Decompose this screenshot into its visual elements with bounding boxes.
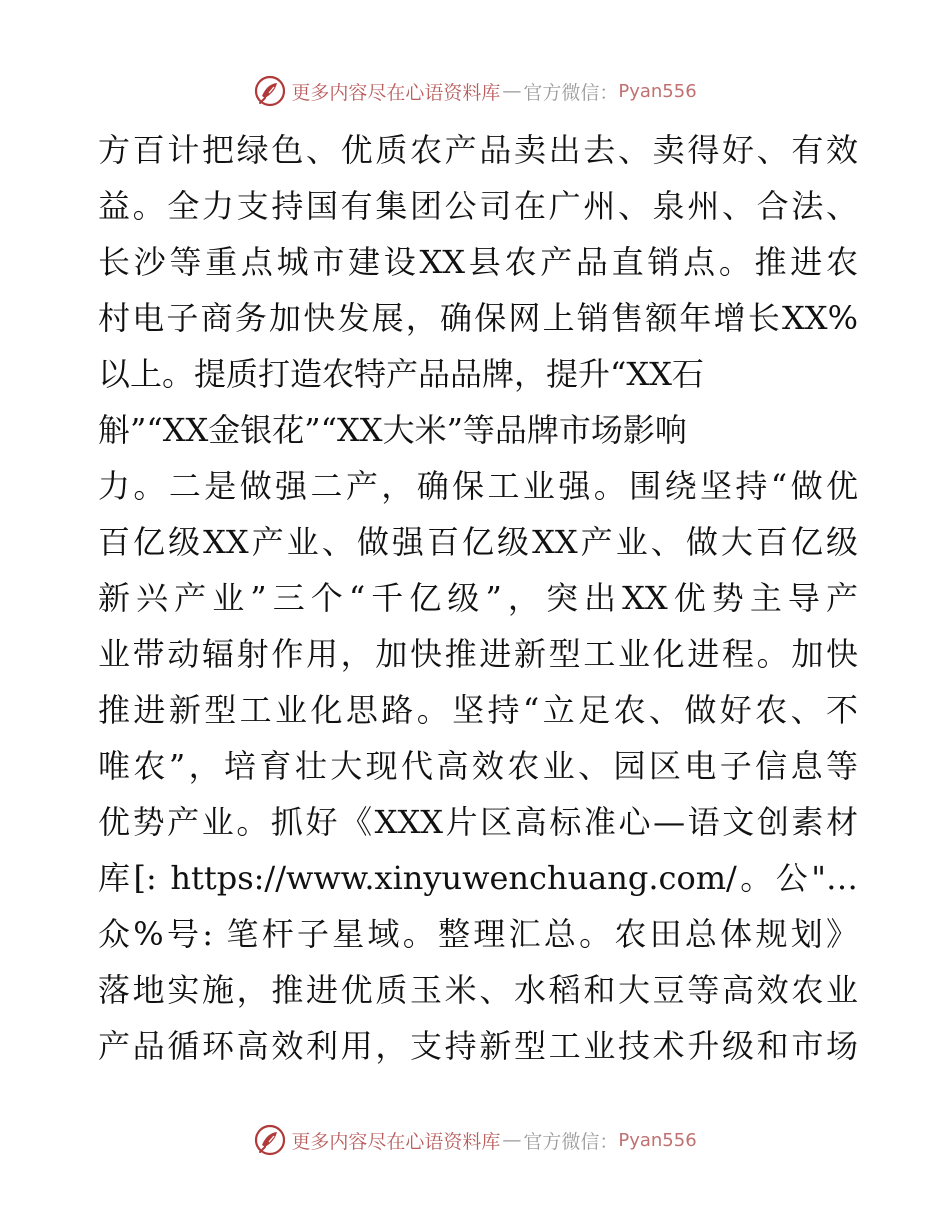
header-banner-separator: —: [502, 80, 522, 102]
text-line: 长沙等重点城市建设XX县农产品直销点。推进农: [98, 243, 858, 281]
pen-nib-logo-icon: [253, 1123, 287, 1157]
text-line: 库[: https://www.xinyuwenchuang.com/。公"…: [98, 859, 858, 897]
text-line: 优势产业。抓好《XXX片区高标准心—语文创素材: [98, 803, 858, 841]
text-line: 产品循环高效利用，支持新型工业技术升级和市场: [98, 1027, 858, 1065]
footer-banner-wechat-id: Pyan556: [618, 1129, 697, 1151]
header-banner: [0, 71, 950, 111]
footer-banner-wechat-label: 官方微信：: [523, 1130, 619, 1153]
text-line: 落地实施，推进优质玉米、水稻和大豆等高效农业: [98, 971, 858, 1009]
footer-banner: [0, 1120, 950, 1160]
text-line: 村电子商务加快发展，确保网上销售额年增长XX%: [98, 299, 858, 337]
text-line: 推进新型工业化思路。坚持“立足农、做好农、不: [98, 691, 858, 729]
text-line: 以上。提质打造农特产品品牌，提升“XX石: [98, 355, 704, 393]
header-banner-wechat-id: Pyan556: [618, 80, 697, 102]
header-banner-title: 更多内容尽在心语资料库: [291, 81, 501, 104]
text-line: 益。全力支持国有集团公司在广州、泉州、合法、: [98, 187, 858, 225]
text-line: 业带动辐射作用，加快推进新型工业化进程。加快: [98, 635, 858, 673]
text-line: 方百计把绿色、优质农产品卖出去、卖得好、有效: [98, 131, 858, 169]
text-line: 力。二是做强二产，确保工业强。围绕坚持“做优: [98, 467, 858, 505]
text-line: 众%号: 笔杆子星域。整理汇总。农田总体规划》: [98, 915, 858, 953]
footer-banner-separator: —: [502, 1129, 522, 1151]
text-line: 唯农”，培育壮大现代高效农业、园区电子信息等: [98, 747, 858, 785]
footer-banner-title: 更多内容尽在心语资料库: [291, 1130, 501, 1153]
text-line: 百亿级XX产业、做强百亿级XX产业、做大百亿级: [98, 523, 858, 561]
body-text: [98, 122, 858, 1074]
text-line: 新兴产业”三个“千亿级”，突出XX优势主导产: [98, 579, 858, 617]
header-banner-wechat-label: 官方微信：: [523, 81, 619, 104]
pen-nib-logo-icon: [253, 74, 287, 108]
text-line: 斛”“XX金银花”“XX大米”等品牌市场影响: [98, 411, 687, 449]
